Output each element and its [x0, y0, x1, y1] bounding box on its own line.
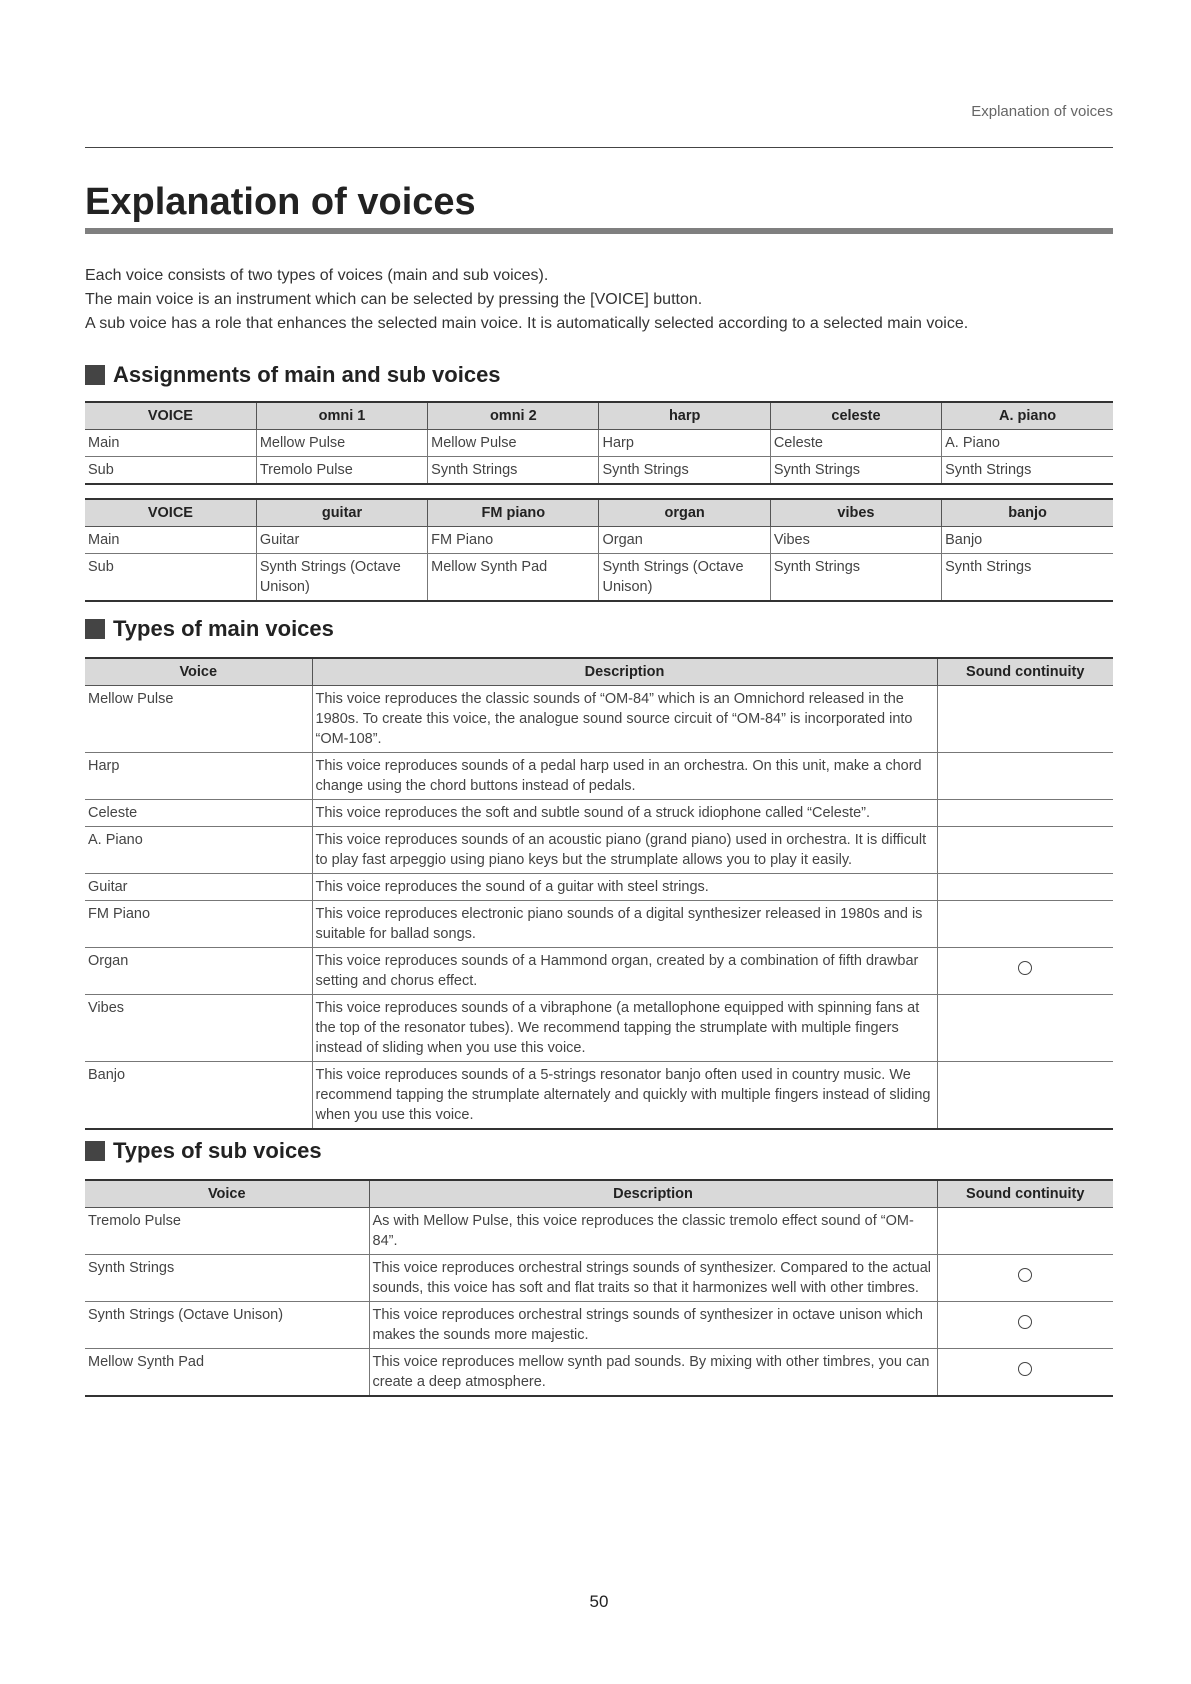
table-header-cell: harp	[599, 402, 770, 430]
voice-description-cell: This voice reproduces the classic sounds of “OM-84” which is an Omnichord released in the 1980s. To create this voice, the analogue sound source circuit of “OM-84” is incorporated into “OM-108”.	[312, 686, 937, 753]
circle-mark-icon	[1018, 1268, 1032, 1282]
page-number: 50	[589, 1592, 609, 1611]
table-header-cell: Description	[369, 1180, 937, 1208]
sound-continuity-cell	[937, 1302, 1113, 1349]
table-row	[85, 430, 1113, 457]
table-cell: Sub	[85, 457, 256, 485]
section-heading-text: Assignments of main and sub voices	[113, 362, 501, 387]
table-cell: Synth Strings (Octave Unison)	[599, 554, 770, 602]
table-header-cell: VOICE	[85, 402, 256, 430]
table-row	[85, 1349, 1113, 1397]
voice-description-cell: This voice reproduces sounds of a 5-strings resonator banjo often used in country music. We recommend tapping the strumplate alternately and quickly with multiple fingers instead of sliding when you use this voice.	[312, 1062, 937, 1130]
voice-name-cell: Harp	[85, 753, 312, 800]
voice-name-cell: Tremolo Pulse	[85, 1208, 369, 1255]
square-bullet-icon	[85, 1141, 105, 1161]
voice-description-cell: This voice reproduces sounds of a pedal harp used in an orchestra. On this unit, make a chord change using the chord buttons instead of pedals.	[312, 753, 937, 800]
assignments-table-1	[85, 401, 1113, 485]
table-cell: Main	[85, 527, 256, 554]
voice-name-cell: Vibes	[85, 995, 312, 1062]
sub-voices-body	[85, 1208, 1113, 1397]
voice-name-cell: Synth Strings (Octave Unison)	[85, 1302, 369, 1349]
table-cell: FM Piano	[428, 527, 599, 554]
table-header-cell: Sound continuity	[937, 1180, 1113, 1208]
table-header-cell: FM piano	[428, 499, 599, 527]
main-voices-body	[85, 686, 1113, 1130]
table-row	[85, 948, 1113, 995]
table-cell: Banjo	[942, 527, 1113, 554]
circle-mark-icon	[1018, 1315, 1032, 1329]
table-cell: A. Piano	[942, 430, 1113, 457]
sound-continuity-cell	[937, 948, 1113, 995]
table-row	[85, 1255, 1113, 1302]
table-header-cell: omni 1	[256, 402, 427, 430]
table-cell: Synth Strings	[428, 457, 599, 485]
voice-description-cell: As with Mellow Pulse, this voice reproduces the classic tremolo effect sound of “OM-84”.	[369, 1208, 937, 1255]
table-row	[85, 901, 1113, 948]
table-cell: Mellow Pulse	[428, 430, 599, 457]
voice-name-cell: Synth Strings	[85, 1255, 369, 1302]
voice-name-cell: Banjo	[85, 1062, 312, 1130]
table-row	[85, 554, 1113, 602]
section-heading-text: Types of main voices	[113, 616, 334, 641]
table-header-cell: banjo	[942, 499, 1113, 527]
intro-line: A sub voice has a role that enhances the selected main voice. It is automatically selected according to a selected main voice.	[85, 315, 969, 332]
table-row	[85, 874, 1113, 901]
voice-description-cell: This voice reproduces sounds of a vibraphone (a metallophone equipped with spinning fans at the top of the resonator tubes). We recommend tapping the strumplate with multiple fingers instead of sliding when you use this voice.	[312, 995, 937, 1062]
table-cell: Vibes	[770, 527, 941, 554]
table-cell: Synth Strings	[770, 457, 941, 485]
table-cell: Tremolo Pulse	[256, 457, 427, 485]
table-header-cell: VOICE	[85, 499, 256, 527]
voice-description-cell: This voice reproduces the sound of a guitar with steel strings.	[312, 874, 937, 901]
section-heading-assignments	[85, 361, 501, 389]
table-row	[85, 827, 1113, 874]
table-cell: Guitar	[256, 527, 427, 554]
circle-mark-icon	[1018, 1362, 1032, 1376]
table-header-row	[85, 499, 1113, 527]
voice-description-cell: This voice reproduces the soft and subtle sound of a struck idiophone called “Celeste”.	[312, 800, 937, 827]
voice-name-cell: Mellow Synth Pad	[85, 1349, 369, 1397]
table-row	[85, 753, 1113, 800]
table-cell: Synth Strings	[599, 457, 770, 485]
voice-description-cell: This voice reproduces sounds of an acoustic piano (grand piano) used in orchestra. It is difficult to play fast arpeggio using piano keys but the strumplate allows you to play it easily.	[312, 827, 937, 874]
table-row	[85, 1208, 1113, 1255]
table-cell: Synth Strings	[770, 554, 941, 602]
voice-name-cell: Guitar	[85, 874, 312, 901]
table-row	[85, 995, 1113, 1062]
voice-name-cell: Celeste	[85, 800, 312, 827]
table-row	[85, 1062, 1113, 1130]
table-cell: Organ	[599, 527, 770, 554]
table-cell: Synth Strings	[942, 457, 1113, 485]
table-header-row	[85, 1180, 1113, 1208]
sound-continuity-cell	[937, 1255, 1113, 1302]
title-rule	[85, 228, 1113, 234]
table-header-cell: A. piano	[942, 402, 1113, 430]
voice-name-cell: Organ	[85, 948, 312, 995]
table-header-cell: Description	[312, 658, 937, 686]
table-header-cell: organ	[599, 499, 770, 527]
table-header-cell: omni 2	[428, 402, 599, 430]
table-cell: Mellow Pulse	[256, 430, 427, 457]
square-bullet-icon	[85, 365, 105, 385]
table-header-cell: Voice	[85, 658, 312, 686]
assignments-table-2	[85, 498, 1113, 602]
voice-description-cell: This voice reproduces mellow synth pad sounds. By mixing with other timbres, you can create a deep atmosphere.	[369, 1349, 937, 1397]
sound-continuity-cell	[937, 995, 1113, 1062]
main-voices-table	[85, 657, 1113, 1130]
page-title: Explanation of voices	[85, 181, 476, 223]
circle-mark-icon	[1018, 961, 1032, 975]
table-cell: Celeste	[770, 430, 941, 457]
table-header-cell: Voice	[85, 1180, 369, 1208]
voice-name-cell: A. Piano	[85, 827, 312, 874]
intro-text	[85, 264, 1113, 336]
sound-continuity-cell	[937, 874, 1113, 901]
sound-continuity-cell	[937, 1349, 1113, 1397]
voice-name-cell: FM Piano	[85, 901, 312, 948]
intro-line: The main voice is an instrument which can be selected by pressing the [VOICE] button.	[85, 291, 703, 308]
table-row	[85, 686, 1113, 753]
sound-continuity-cell	[937, 1062, 1113, 1130]
section-heading-main-voices	[85, 615, 334, 643]
table-row	[85, 1302, 1113, 1349]
sound-continuity-cell	[937, 686, 1113, 753]
table-cell: Harp	[599, 430, 770, 457]
intro-line: Each voice consists of two types of voices (main and sub voices).	[85, 267, 549, 284]
table-cell: Main	[85, 430, 256, 457]
table-cell: Sub	[85, 554, 256, 602]
voice-name-cell: Mellow Pulse	[85, 686, 312, 753]
section-heading-sub-voices	[85, 1137, 322, 1165]
sound-continuity-cell	[937, 827, 1113, 874]
table-header-cell: vibes	[770, 499, 941, 527]
table-row	[85, 457, 1113, 485]
sound-continuity-cell	[937, 800, 1113, 827]
table-cell: Synth Strings	[942, 554, 1113, 602]
voice-description-cell: This voice reproduces sounds of a Hammond organ, created by a combination of fifth drawbar setting and chorus effect.	[312, 948, 937, 995]
running-header: Explanation of voices	[971, 103, 1113, 120]
sound-continuity-cell	[937, 1208, 1113, 1255]
sound-continuity-cell	[937, 753, 1113, 800]
sub-voices-table	[85, 1179, 1113, 1397]
voice-description-cell: This voice reproduces orchestral strings sounds of synthesizer. Compared to the actual sounds, this voice has soft and flat traits so that it harmonizes well with other timbres.	[369, 1255, 937, 1302]
table-header-cell: guitar	[256, 499, 427, 527]
voice-description-cell: This voice reproduces orchestral strings sounds of synthesizer in octave unison which makes the sounds more majestic.	[369, 1302, 937, 1349]
square-bullet-icon	[85, 619, 105, 639]
sound-continuity-cell	[937, 901, 1113, 948]
table-header-cell: Sound continuity	[937, 658, 1113, 686]
table-header-row	[85, 658, 1113, 686]
header-rule	[85, 147, 1113, 148]
table-row	[85, 800, 1113, 827]
voice-description-cell: This voice reproduces electronic piano sounds of a digital synthesizer released in 1980s and is suitable for ballad songs.	[312, 901, 937, 948]
table-cell: Mellow Synth Pad	[428, 554, 599, 602]
table-header-cell: celeste	[770, 402, 941, 430]
section-heading-text: Types of sub voices	[113, 1138, 322, 1163]
table-header-row	[85, 402, 1113, 430]
table-cell: Synth Strings (Octave Unison)	[256, 554, 427, 602]
table-row	[85, 527, 1113, 554]
